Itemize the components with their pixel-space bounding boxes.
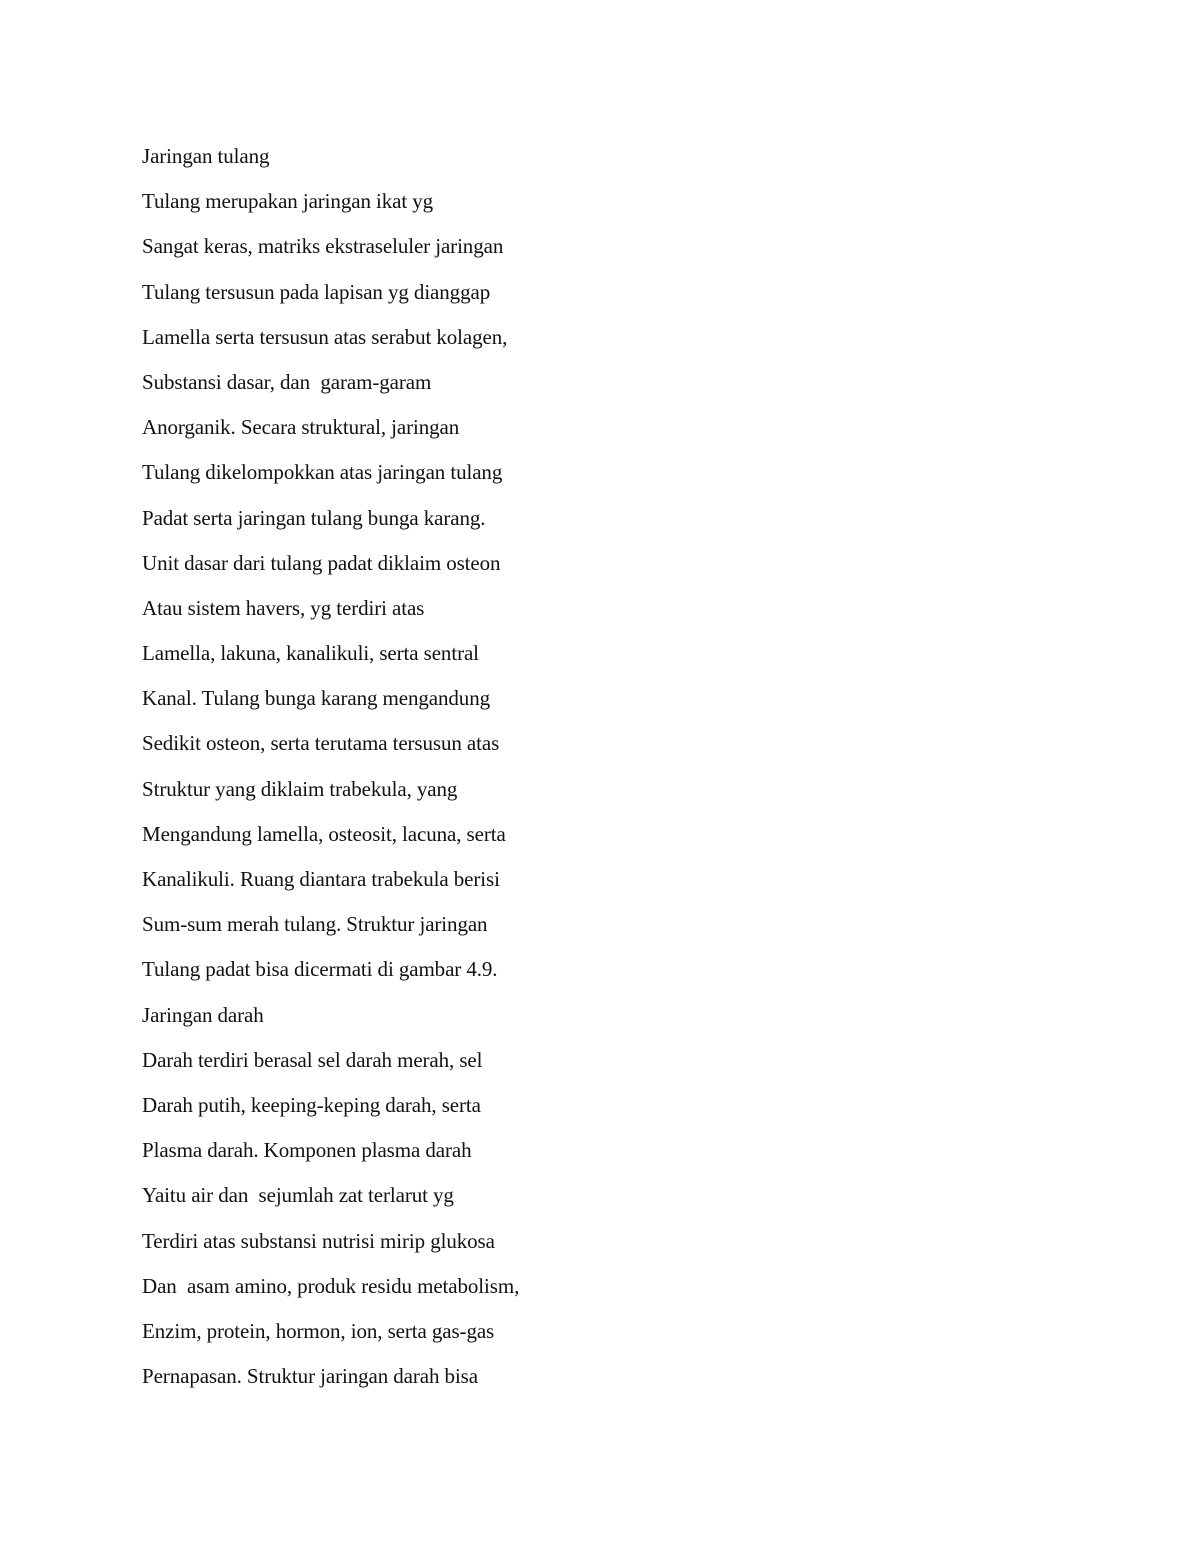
section-heading-blood-tissue: Jaringan darah	[142, 1002, 264, 1027]
text-line: Tulang tersusun pada lapisan yg dianggap	[142, 279, 491, 304]
text-line: Unit dasar dari tulang padat diklaim osteon	[142, 550, 501, 575]
text-line: Sangat keras, matriks ekstraseluler jaringan	[142, 234, 504, 259]
text-line: Darah putih, keeping-keping darah, serta	[142, 1092, 481, 1117]
text-line: Kanal. Tulang bunga karang mengandung	[142, 686, 490, 711]
text-line: Yaitu air dan sejumlah zat terlarut yg	[142, 1183, 454, 1208]
text-line: Substansi dasar, dan garam-garam	[142, 369, 432, 394]
text-line: Terdiri atas substansi nutrisi mirip glukosa	[142, 1228, 495, 1253]
text-line: Struktur yang diklaim trabekula, yang	[142, 776, 458, 801]
document-body	[142, 142, 1042, 1407]
text-line: Darah terdiri berasal sel darah merah, sel	[142, 1047, 483, 1072]
text-line: Tulang merupakan jaringan ikat yg	[142, 189, 434, 214]
text-line: Atau sistem havers, yg terdiri atas	[142, 595, 425, 620]
text-line: Lamella serta tersusun atas serabut kolagen,	[142, 324, 508, 349]
text-line: Tulang dikelompokkan atas jaringan tulang	[142, 460, 503, 485]
text-line: Pernapasan. Struktur jaringan darah bisa	[142, 1364, 478, 1389]
text-line: Dan asam amino, produk residu metabolism,	[142, 1273, 520, 1298]
text-line: Mengandung lamella, osteosit, lacuna, serta	[142, 821, 506, 846]
text-line: Enzim, protein, hormon, ion, serta gas-gas	[142, 1318, 495, 1343]
text-line: Sum-sum merah tulang. Struktur jaringan	[142, 912, 488, 937]
text-line: Sedikit osteon, serta terutama tersusun atas	[142, 731, 500, 756]
text-line: Anorganik. Secara struktural, jaringan	[142, 415, 460, 440]
text-line: Plasma darah. Komponen plasma darah	[142, 1138, 472, 1163]
text-line: Lamella, lakuna, kanalikuli, serta sentral	[142, 641, 479, 666]
text-line: Padat serta jaringan tulang bunga karang.	[142, 505, 486, 530]
text-line: Tulang padat bisa dicermati di gambar 4.9.	[142, 957, 498, 982]
text-line: Kanalikuli. Ruang diantara trabekula berisi	[142, 867, 500, 891]
section-heading-bone-tissue: Jaringan tulang	[142, 144, 270, 168]
